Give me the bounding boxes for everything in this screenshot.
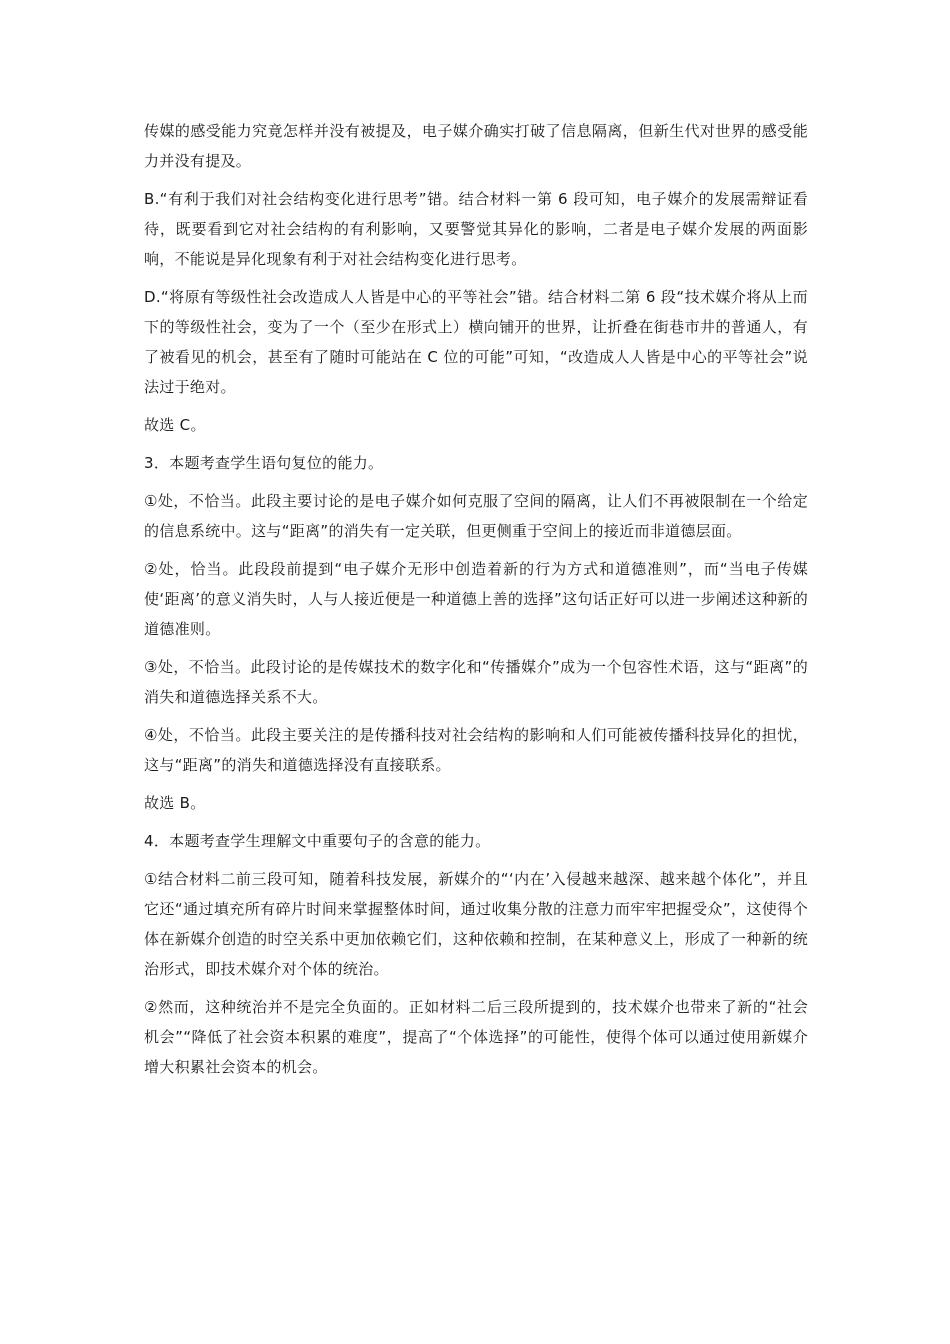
paragraph-position-1: ①处，不恰当。此段主要讨论的是电子媒介如何克服了空间的隔离，让人们不再被限制在一个给定的信息系统中。这与“距离”的消失有一定关联，但更侧重于空间上的接近而非道德层面。	[144, 492, 808, 540]
paragraph-continuation: 传媒的感受能力究竟怎样并没有被提及，电子媒介确实打破了信息隔离，但新生代对世界的感受能力并没有提及。	[144, 122, 808, 170]
paragraph-answer-b: 故选 B。	[144, 794, 206, 812]
paragraph-point-1: ①结合材料二前三段可知，随着科技发展，新媒介的“‘内在’入侵越来越深、越来越个体化”，并且它还“通过填充所有碎片时间来掌握整体时间，通过收集分散的注意力而牢牢把握受众”，这使得个体在新媒介创造的时空关系中更加依赖它们，这种依赖和控制，在某种意义上，形成了一种新的统治形式，即技术媒介对个体的统治。	[144, 870, 808, 978]
paragraph-question-4-heading: 4．本题考查学生理解文中重要句子的含意的能力。	[144, 832, 491, 850]
paragraph-option-d: D.“将原有等级性社会改造成人人皆是中心的平等社会”错。结合材料二第 6 段“技术媒介将从上而下的等级性社会，变为了一个（至少在形式上）横向铺开的世界，让折叠在街巷市井的普通人，有了被看见的机会，甚至有了随时可能站在 C 位的可能”可知，“改造成人人皆是中心的平等社会”说法过于绝对。	[144, 288, 808, 396]
paragraph-question-3-heading: 3．本题考查学生语句复位的能力。	[144, 454, 384, 472]
paragraph-option-b: B.“有利于我们对社会结构变化进行思考”错。结合材料一第 6 段可知，电子媒介的发展需辩证看待，既要看到它对社会结构的有利影响，又要警觉其异化的影响，二者是电子媒介发展的两面影响，不能说是异化现象有利于对社会结构变化进行思考。	[144, 190, 808, 268]
document-page	[144, 116, 808, 1090]
paragraph-point-2: ②然而，这种统治并不是完全负面的。正如材料二后三段所提到的，技术媒介也带来了新的“社会机会”“降低了社会资本积累的难度”，提高了“个体选择”的可能性，使得个体可以通过使用新媒介增大积累社会资本的机会。	[144, 998, 808, 1076]
paragraph-position-2: ②处，恰当。此段段前提到“电子媒介无形中创造着新的行为方式和道德准则”，而“当电子传媒使‘距离’的意义消失时，人与人接近便是一种道德上善的选择”这句话正好可以进一步阐述这种新的道德准则。	[144, 560, 808, 638]
paragraph-position-4: ④处，不恰当。此段主要关注的是传播科技对社会结构的影响和人们可能被传播科技异化的担忧，这与“距离”的消失和道德选择没有直接联系。	[144, 726, 808, 774]
paragraph-position-3: ③处，不恰当。此段讨论的是传媒技术的数字化和“传播媒介”成为一个包容性术语，这与“距离”的消失和道德选择关系不大。	[144, 658, 808, 706]
paragraph-answer-c: 故选 C。	[144, 416, 206, 434]
